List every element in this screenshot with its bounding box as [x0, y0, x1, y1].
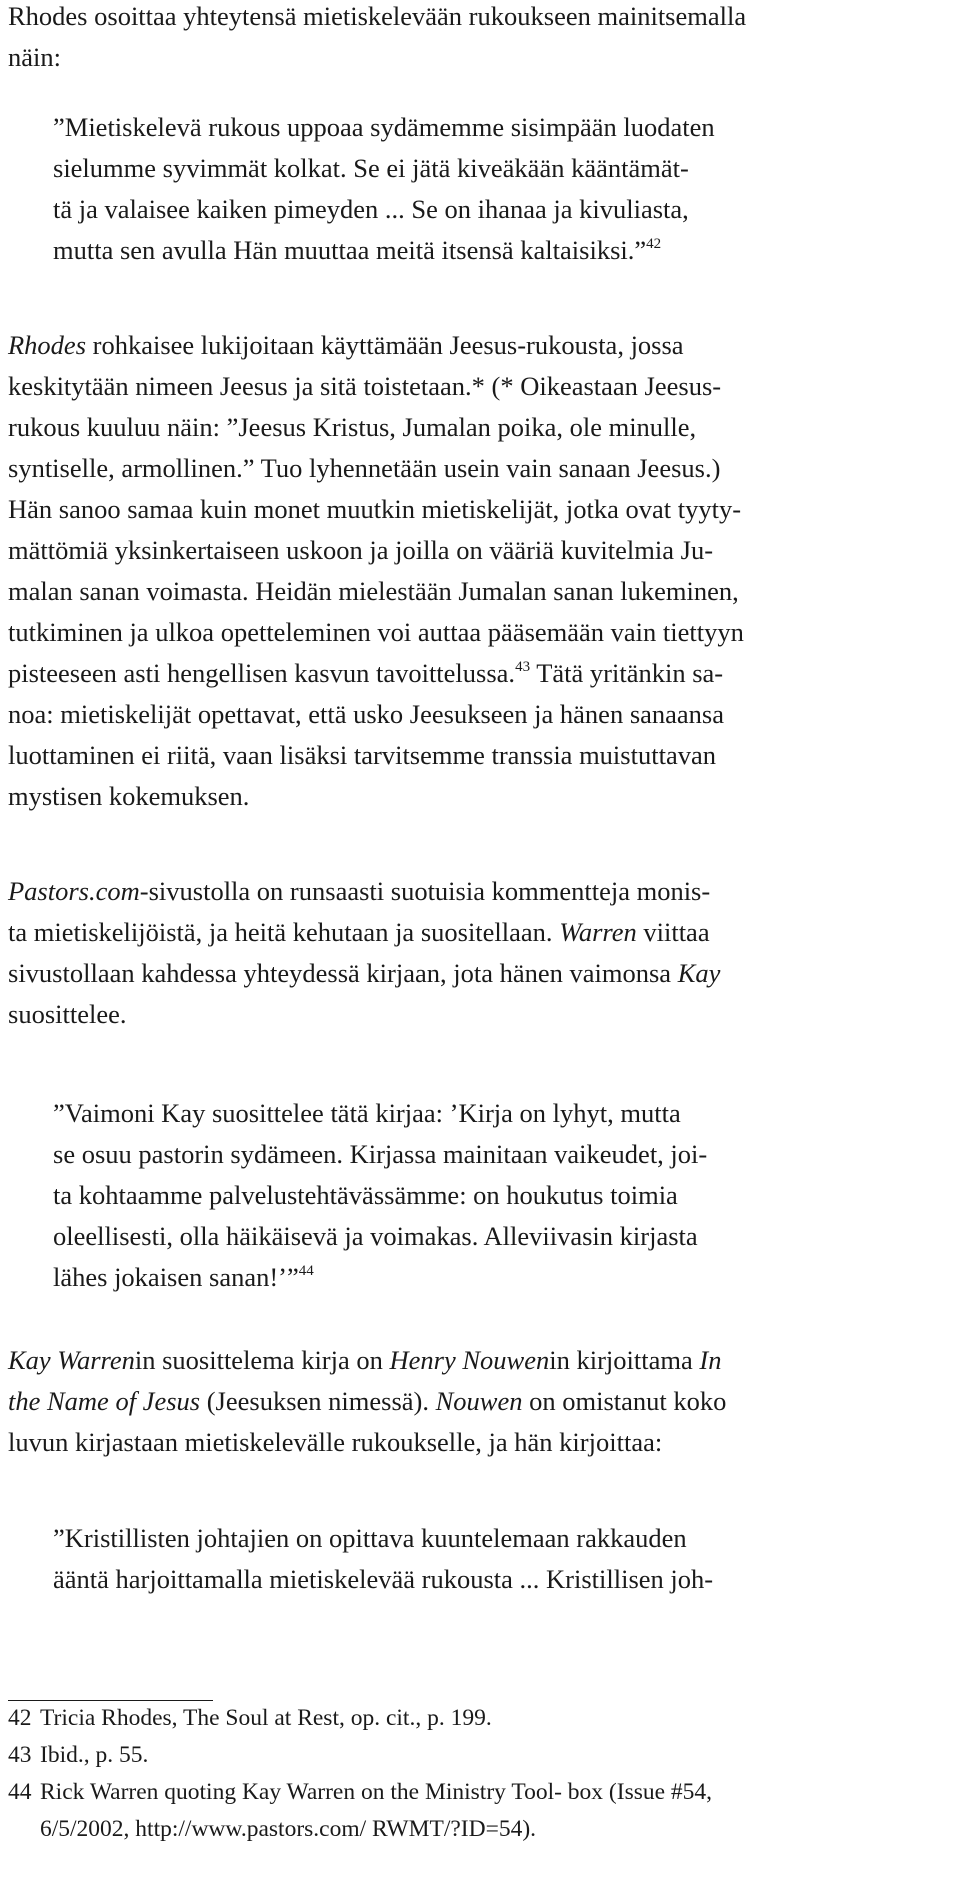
- text-line: [8, 953, 720, 994]
- footnote-text: Rick Warren quoting Kay Warren on the Ministry Tool- box (Issue #54,: [40, 1779, 713, 1805]
- footnote-42: [8, 1700, 712, 1737]
- text-span: in suosittelema kirja on: [134, 1345, 390, 1375]
- block-quote-rhodes: [8, 107, 715, 271]
- italic-name: Henry Nouwen: [389, 1345, 550, 1375]
- text-span: in kirjoittama: [549, 1345, 700, 1375]
- quote-line: ta kohtaamme palvelustehtävässämme: on houkutus toimia: [53, 1180, 678, 1210]
- text-line: noa: mietiskelijät opettavat, että usko Jeesukseen ja hänen sanaansa: [8, 699, 724, 729]
- footnote-text: Tricia Rhodes, The Soul at Rest, op. cit., p. 199.: [40, 1705, 492, 1731]
- text-line: mystisen kokemuksen.: [8, 781, 250, 811]
- footnote-text: Ibid., p. 55.: [40, 1742, 149, 1768]
- text-line: malan sanan voimasta. Heidän mielestään Jumalan sanan lukeminen,: [8, 576, 739, 606]
- footnote-ref-42: 42: [646, 236, 662, 252]
- block-quote-nouwen: [8, 1518, 713, 1600]
- quote-line: ”Kristillisten johtajien on opittava kuuntelemaan rakkauden: [53, 1523, 687, 1553]
- text-line: tutkiminen ja ulkoa opetteleminen voi auttaa pääsemään vain tiettyyn: [8, 617, 744, 647]
- quote-line: se osuu pastorin sydämeen. Kirjassa mainitaan vaikeudet, joi-: [53, 1139, 708, 1169]
- text-line: [8, 653, 744, 694]
- text-line: Hän sanoo samaa kuin monet muutkin mietiskelijät, jotka ovat tyyty-: [8, 494, 742, 524]
- quote-line: [53, 230, 715, 271]
- quote-line: [53, 1257, 707, 1298]
- text-span: Tätä yritänkin sa-: [530, 658, 724, 688]
- quote-line: sielumme syvimmät kolkat. Se ei jätä kiveäkään kääntämät-: [53, 153, 689, 183]
- footnote-ref-44: 44: [298, 1263, 314, 1279]
- quote-line: ”Mietiskelevä rukous uppoaa sydämemme sisimpään luodaten: [53, 112, 715, 142]
- text-span: viittaa: [636, 917, 710, 947]
- text-span: ta mietiskelijöistä, ja heitä kehutaan ja suositellaan.: [8, 917, 560, 947]
- text-line: [8, 1381, 726, 1422]
- italic-name: Kay: [677, 958, 721, 988]
- italic-site-name: Pastors.com: [8, 876, 140, 906]
- text-span: pisteeseen asti hengellisen kasvun tavoittelussa.: [8, 658, 516, 688]
- paragraph-intro: [8, 0, 746, 78]
- text-line: mättömiä yksinkertaiseen uskoon ja joilla on vääriä kuvitelmia Ju-: [8, 535, 714, 565]
- footnote-number: 42: [8, 1705, 32, 1731]
- footnote-ref-43: 43: [515, 659, 531, 675]
- text-line: [8, 325, 744, 366]
- text-span: -sivustolla on runsaasti suotuisia kommentteja monis-: [139, 876, 711, 906]
- footnotes: [8, 1700, 712, 1848]
- italic-title: In: [699, 1345, 722, 1375]
- italic-name: Warren: [559, 917, 637, 947]
- text-line: Rhodes osoittaa yhteytensä mietiskelevään rukoukseen mainitsemalla: [8, 1, 747, 31]
- footnote-44-continuation: 6/5/2002, http://www.pastors.com/ RWMT/?ID=54).: [40, 1816, 537, 1842]
- footnote-number: 44: [8, 1779, 32, 1805]
- quote-line-text: lähes jokaisen sanan!’”: [53, 1262, 299, 1292]
- italic-name: Nouwen: [435, 1386, 523, 1416]
- text-line: luottaminen ei riitä, vaan lisäksi tarvitsemme transsia muistuttavan: [8, 740, 716, 770]
- block-quote-warren: [8, 1093, 707, 1298]
- paragraph-nouwen: [8, 1340, 726, 1463]
- text-line: suosittelee.: [8, 999, 127, 1029]
- text-line: luvun kirjastaan mietiskelevälle rukoukselle, ja hän kirjoittaa:: [8, 1427, 663, 1457]
- paragraph-jesus-prayer: [8, 325, 744, 817]
- quote-line: oleellisesti, olla häikäisevä ja voimakas. Alleviivasin kirjasta: [53, 1221, 698, 1251]
- paragraph-pastors-com: [8, 871, 720, 1035]
- italic-name: Rhodes: [8, 330, 87, 360]
- text-line: näin:: [8, 42, 61, 72]
- quote-line-text: mutta sen avulla Hän muuttaa meitä itsensä kaltaisiksi.”: [53, 235, 647, 265]
- text-line: [8, 1340, 726, 1381]
- quote-line: tä ja valaisee kaiken pimeyden ... Se on ihanaa ja kivuliasta,: [53, 194, 689, 224]
- text-line: rukous kuuluu näin: ”Jeesus Kristus, Jumalan poika, ole minulle,: [8, 412, 697, 442]
- footnote-number: 43: [8, 1742, 32, 1768]
- text-span: rohkaisee lukijoitaan käyttämään Jeesus-rukousta, jossa: [86, 330, 684, 360]
- text-line: syntiselle, armollinen.” Tuo lyhennetään usein vain sanaan Jeesus.): [8, 453, 721, 483]
- italic-title: the Name of Jesus: [8, 1386, 201, 1416]
- text-span: (Jeesuksen nimessä).: [200, 1386, 436, 1416]
- footnote-44: [8, 1774, 712, 1811]
- text-line: keskitytään nimeen Jeesus ja sitä toistetaan.* (* Oikeastaan Jeesus-: [8, 371, 722, 401]
- text-span: sivustollaan kahdessa yhteydessä kirjaan, jota hänen vaimonsa: [8, 958, 678, 988]
- quote-line: ääntä harjoittamalla mietiskelevää rukousta ... Kristillisen joh-: [53, 1564, 714, 1594]
- text-line: [8, 912, 720, 953]
- italic-name: Kay Warren: [8, 1345, 135, 1375]
- quote-line: ”Vaimoni Kay suosittelee tätä kirjaa: ’Kirja on lyhyt, mutta: [53, 1098, 681, 1128]
- footnote-43: [8, 1737, 712, 1774]
- text-line: [8, 871, 720, 912]
- text-span: on omistanut koko: [522, 1386, 727, 1416]
